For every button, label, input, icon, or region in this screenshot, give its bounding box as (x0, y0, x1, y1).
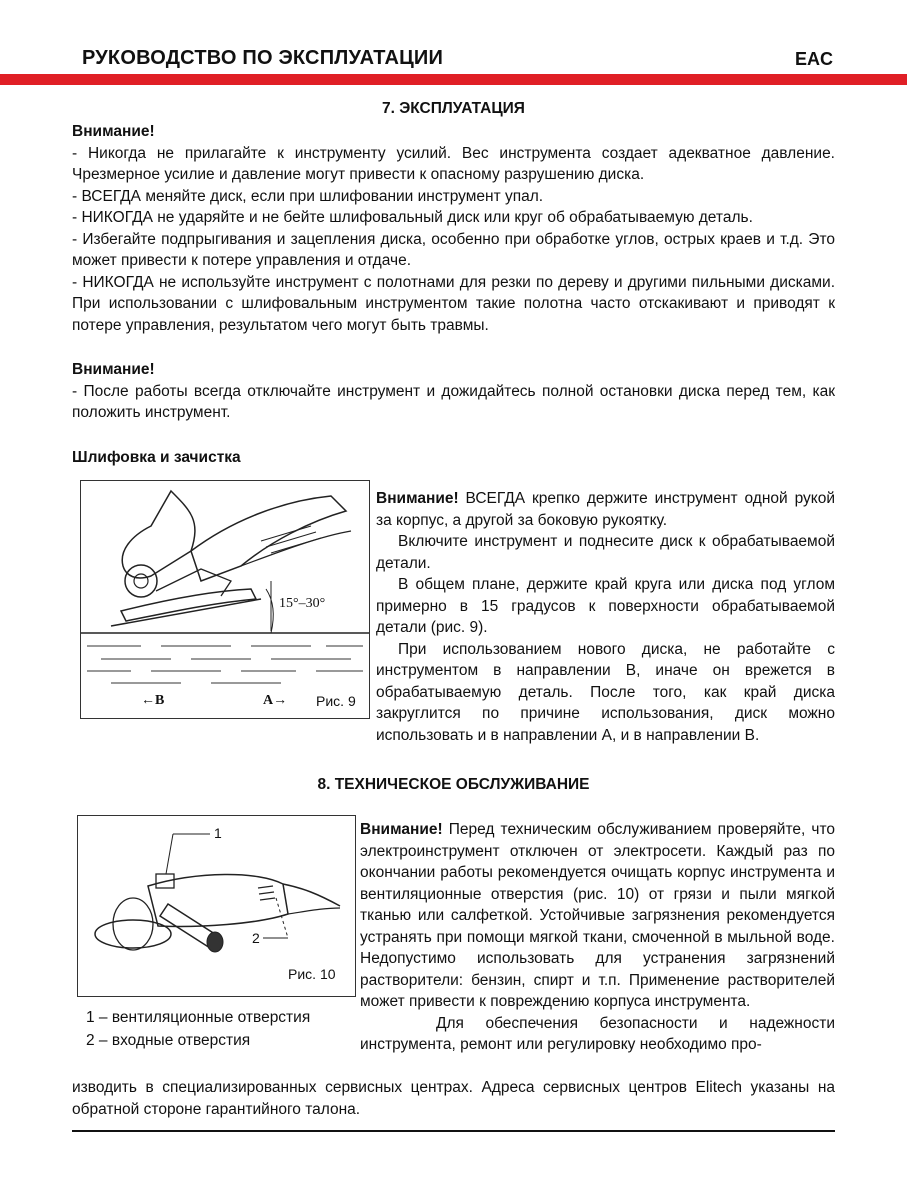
section-7-warning-block-2 (72, 359, 835, 424)
maintenance-paragraph-continued: изводить в специализированных сервисных центрах. Адреса сервисных центров Elitech указаны на обратной стороне гарантийного талона. (72, 1079, 835, 1118)
legend-item: 2 – входные отверстия (86, 1032, 251, 1049)
figure-10-caption: Рис. 10 (288, 966, 336, 982)
warning-item: - НИКОГДА не ударяйте и не бейте шлифовальный диск или круг об обрабатываемую деталь. (72, 209, 753, 226)
warning-label: Внимание! (72, 361, 155, 378)
legend-item: 1 – вентиляционные отверстия (86, 1009, 311, 1026)
angle-label: 15°–30° (279, 596, 326, 611)
grinding-instructions (376, 488, 835, 746)
warning-item: - После работы всегда отключайте инструмент и дожидайтесь полной остановки диска перед тем, как положить инструмент. (72, 382, 835, 421)
eac-mark: EAC (794, 49, 833, 69)
direction-a-label: A→ (263, 693, 288, 708)
maintenance-paragraph: Перед техническим обслуживанием проверяйте, что электроинструмент отключен от электросети. Каждый раз по окончании работы рекомендуется очищать корпус инструмента и вентиляционные отверстия (рис. 10) от грязи и пыли мягкой тканью или салфеткой. Устойчивые загрязнения рекомендуется устранять при помощи мягкой ткани, смоченной в мыльной воде. Недопустимо использовать для устранения загрязнений растворители: бензин, спирт и т.п. Применение растворителей может привести к повреждению корпуса инструмента. (360, 821, 835, 1010)
grinding-paragraph: При использованием нового диска, не работайте с инструментом в направлении B, иначе он врежется в обрабатываемую деталь. После того, как край диска закруглится по причине использования, диск можно использовать и в направлении A, и в направлении B. (376, 640, 835, 744)
callout-1-label: 1 (214, 825, 222, 841)
section-8-title: 8. ТЕХНИЧЕСКОЕ ОБСЛУЖИВАНИЕ (317, 776, 590, 793)
figure-10-legend (86, 1006, 310, 1052)
maintenance-warning-label: Внимание! (360, 821, 443, 838)
maintenance-instructions (360, 819, 835, 1056)
grinder-illustration-fig9 (81, 481, 369, 718)
direction-b-label: ←B (141, 693, 165, 708)
footer-rule (72, 1130, 835, 1132)
callout-2-label: 2 (252, 930, 260, 946)
maintenance-paragraph: Для обеспечения безопасности и надежности инструмента, ремонт или регулировку необходимо про- (360, 1014, 835, 1053)
grinding-warning-label: Внимание! (376, 490, 459, 507)
grinding-subheading: Шлифовка и зачистка (72, 449, 241, 466)
section-7-warning-block (72, 121, 835, 336)
warning-item: - Никогда не прилагайте к инструменту усилий. Вес инструмента создает адекватное давление. Чрезмерное усилие и давление могут привести к опасному разрушению диска. (72, 144, 835, 183)
warning-label: Внимание! (72, 123, 155, 140)
figure-10 (77, 815, 356, 997)
figure-9 (80, 480, 370, 719)
grinding-paragraph: Включите инструмент и поднесите диск к обрабатываемой детали. (376, 533, 835, 572)
header-accent-bar (0, 74, 907, 85)
grinding-paragraph: ВСЕГДА крепко держите инструмент одной рукой за корпус, а другой за боковую рукоятку. (376, 490, 835, 529)
figure-9-caption: Рис. 9 (316, 693, 356, 709)
header-title: РУКОВОДСТВО ПО ЭКСПЛУАТАЦИИ (82, 47, 444, 69)
section-7-title: 7. ЭКСПЛУАТАЦИЯ (382, 100, 525, 117)
grinding-paragraph: В общем плане, держите край круга или диска под углом примерно в 15 градусов к поверхности обрабатываемой детали (рис. 9). (376, 576, 835, 636)
warning-item: - НИКОГДА не используйте инструмент с полотнами для резки по дереву и другими пильными дисками. При использовании с шлифовальным инструментом такие полотна часто отскакивают и приводят к потере управления, результатом чего могут быть травмы. (72, 273, 835, 334)
warning-item: - Избегайте подпрыгивания и зацепления диска, особенно при обработке углов, острых краев и т.д. Это может привести к потере управления и отдаче. (72, 230, 835, 269)
warning-item: - ВСЕГДА меняйте диск, если при шлифовании инструмент упал. (72, 187, 544, 205)
